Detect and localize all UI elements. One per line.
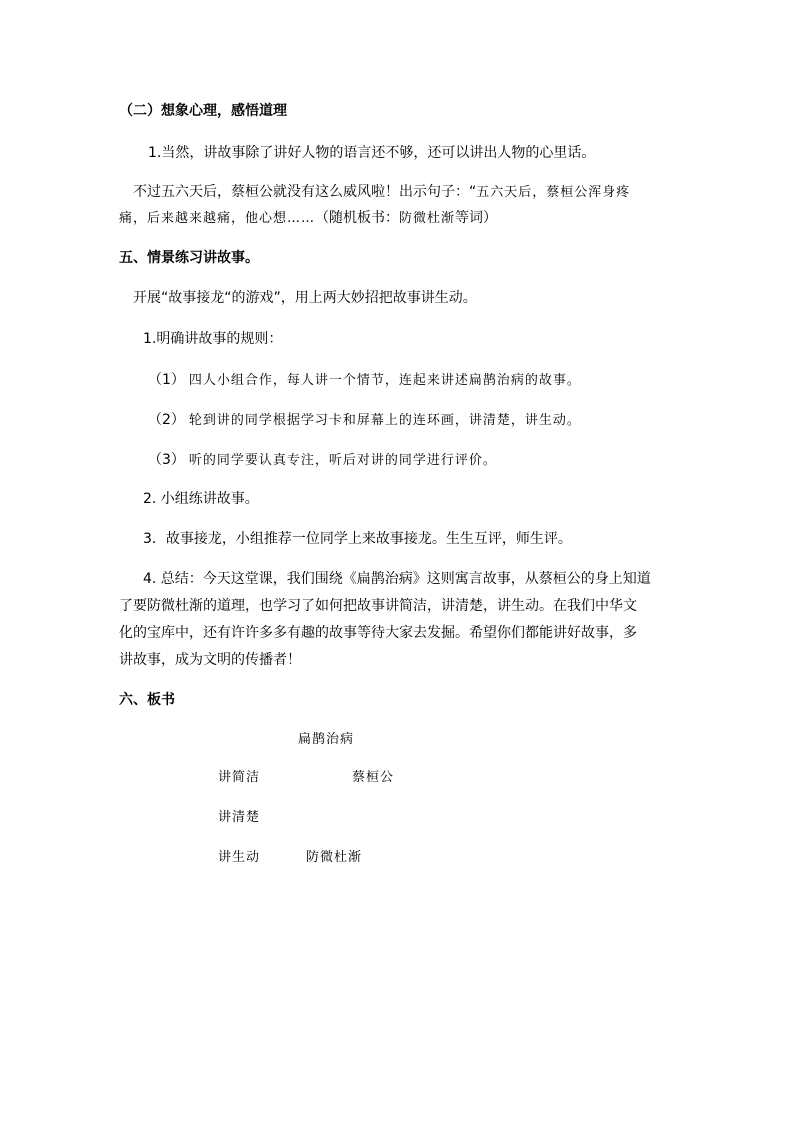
summary-line-2: 了要防微杜渐的道理，也学习了如何把故事讲简洁，讲清楚，讲生动。在我们中华文 (119, 598, 637, 614)
rule-text: 四人小组合作，每人讲一个情节，连起来讲述扁鹊治病的故事。 (188, 373, 581, 388)
quoted-sentence: 五六天后，蔡桓公浑身疼 (476, 185, 631, 200)
board-item: 讲简洁 (218, 770, 261, 785)
board-item: 讲清楚 (218, 810, 261, 825)
board-note-term: 防微杜渐 (399, 211, 456, 226)
rule-item (148, 410, 581, 431)
rule-number: （1） (148, 372, 185, 388)
rule-text: 轮到讲的同学根据学习卡和屏幕上的连环画，讲清楚，讲生动。 (188, 413, 581, 428)
section-2-heading: （二）想象心理，感悟道理 (119, 103, 287, 119)
quoted-sentence-cont: 痛，后来越来越痛，他心想…… (119, 211, 316, 226)
rule-text: 听的同学要认真专注，听后对讲的同学进行评价。 (188, 453, 497, 468)
paragraph-2-line-1 (133, 182, 630, 203)
board-item: 防微杜渐 (306, 850, 363, 865)
summary-line-4: 讲故事，成为文明的传播者！ (119, 652, 301, 668)
rule-item (148, 370, 581, 391)
paragraph-2-line-2 (119, 208, 497, 229)
paragraph-2-text: 不过五六天后，蔡桓公就没有这么威风啦！出示句子：“ (133, 184, 477, 200)
paragraph-1: 1.当然，讲故事除了讲好人物的语言还不够，还可以讲出人物的心里话。 (148, 145, 596, 161)
section-5-intro: 开展“故事接龙“的游戏”，用上两大妙招把故事讲生动。 (133, 290, 477, 306)
rule-number: （2） (148, 412, 185, 428)
rule-number: （3） (148, 452, 185, 468)
rule-item (148, 450, 497, 471)
section-6-heading: 六、板书 (119, 692, 175, 708)
board-item: 讲生动 (218, 850, 261, 865)
summary-line-1: 4. 总结：今天这堂课，我们围绕《扁鹊治病》这则寓言故事，从蔡桓公的身上知道 (143, 571, 651, 587)
rules-title: 1.明确讲故事的规则： (143, 331, 283, 347)
step-3: 3．故事接龙，小组推荐一位同学上来故事接龙。生生互评，师生评。 (143, 531, 572, 547)
board-title: 扁鹊治病 (298, 732, 355, 747)
board-note: （随机板书： (315, 210, 400, 226)
section-5-heading: 五、情景练习讲故事。 (119, 250, 259, 266)
board-item: 蔡桓公 (352, 770, 395, 785)
summary-line-3: 化的宝库中，还有许许多多有趣的故事等待大家去发掘。希望你们都能讲好故事，多 (119, 625, 637, 641)
board-note-end: 等词） (455, 210, 498, 226)
step-2: 2. 小组练讲故事。 (143, 491, 259, 507)
